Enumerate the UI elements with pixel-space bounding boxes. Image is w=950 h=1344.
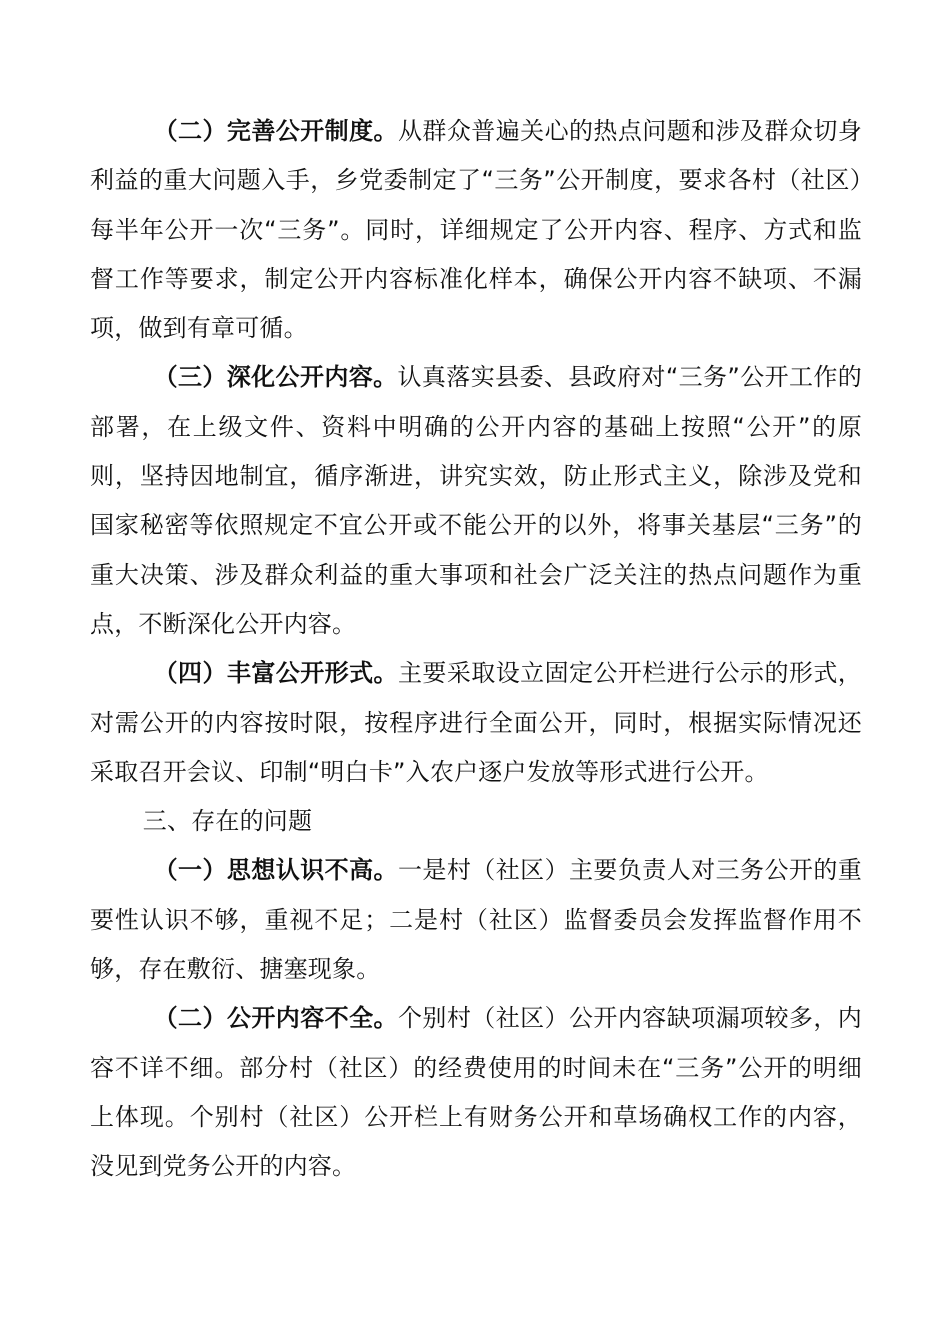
paragraph-incomplete-content bbox=[90, 994, 862, 1191]
paragraph-text: 个别村（社区）公开内容缺项漏项较多，内容不详不细。部分村（社区）的经费使用的时间未在“三务”公开的明细上体现。个别村（社区）公开栏上有财务公开和草场确权工作的内容，没见到党务公开的内容。 bbox=[90, 1004, 862, 1181]
paragraph-heading: （三）深化公开内容。 bbox=[153, 363, 398, 392]
paragraph-heading: （二）公开内容不全。 bbox=[153, 1004, 398, 1033]
paragraph-enrich-forms bbox=[90, 649, 862, 797]
paragraph-deepen-content bbox=[90, 353, 862, 649]
document-body bbox=[90, 107, 862, 1192]
paragraph-text: 认真落实县委、县政府对“三务”公开工作的部署，在上级文件、资料中明确的公开内容的基础上按照“公开”的原则，坚持因地制宜，循序渐进，讲究实效，防止形式主义，除涉及党和国家秘密等依照规定不宜公开或不能公开的以外，将事关基层“三务”的重大决策、涉及群众利益的重大事项和社会广泛关注的热点问题作为重点，不断深化公开内容。 bbox=[90, 363, 863, 638]
paragraph-improve-system bbox=[90, 107, 862, 353]
paragraph-text: 从群众普遍关心的热点问题和涉及群众切身利益的重大问题入手，乡党委制定了“三务”公开制度，要求各村（社区）每半年公开一次“三务”。同时，详细规定了公开内容、程序、方式和监督工作等要求，制定公开内容标准化样本，确保公开内容不缺项、不漏项，做到有章可循。 bbox=[90, 117, 862, 343]
paragraph-heading: （二）完善公开制度。 bbox=[153, 117, 398, 145]
section-title-existing-problems: 三、存在的问题 bbox=[142, 807, 313, 836]
paragraph-low-awareness bbox=[90, 846, 862, 994]
paragraph-heading: （四）丰富公开形式。 bbox=[153, 659, 398, 688]
paragraph-text: 一是村（社区）主要负责人对三务公开的重要性认识不够，重视不足；二是村（社区）监督委员会发挥监督作用不够，存在敷衍、搪塞现象。 bbox=[90, 856, 862, 984]
paragraph-text: 主要采取设立固定公开栏进行公示的形式，对需公开的内容按时限，按程序进行全面公开，同时，根据实际情况还采取召开会议、印制“明白卡”入农户逐户发放等形式进行公开。 bbox=[90, 659, 862, 786]
paragraph-heading: （一）思想认识不高。 bbox=[153, 856, 398, 885]
